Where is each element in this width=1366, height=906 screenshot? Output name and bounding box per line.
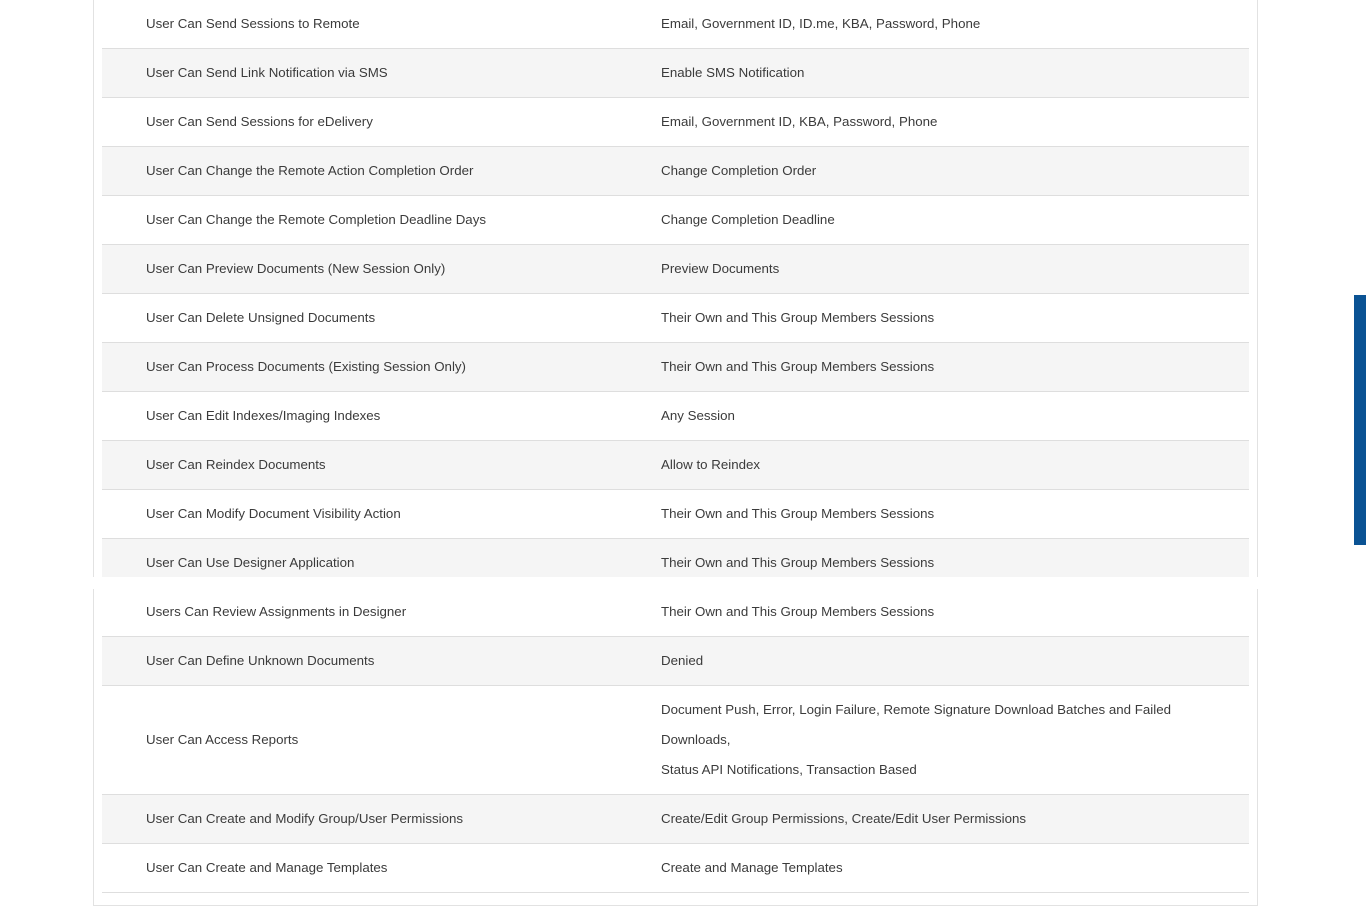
permission-label: User Can Send Link Notification via SMS xyxy=(146,65,388,80)
permission-label: User Can Delete Unsigned Documents xyxy=(146,310,376,325)
permission-value: Their Own and This Group Members Sessions xyxy=(661,506,935,521)
permissions-panel xyxy=(93,0,1258,906)
table-row[interactable] xyxy=(102,844,1249,893)
table-row[interactable] xyxy=(102,196,1249,245)
permission-label: User Can Send Sessions to Remote xyxy=(146,16,360,31)
table-row[interactable] xyxy=(102,441,1249,490)
table-row[interactable] xyxy=(102,490,1249,539)
table-row[interactable] xyxy=(102,245,1249,294)
permission-value: Preview Documents xyxy=(661,261,780,276)
permission-label: User Can Preview Documents (New Session Only) xyxy=(146,261,446,276)
permission-label: Users Can Review Assignments in Designer xyxy=(146,604,407,619)
table-row[interactable] xyxy=(102,0,1249,49)
permission-label: User Can Process Documents (Existing Session Only) xyxy=(146,359,466,374)
permissions-table xyxy=(102,0,1249,893)
permission-label: User Can Access Reports xyxy=(146,732,299,747)
permission-value: Create/Edit Group Permissions, Create/Edit User Permissions xyxy=(661,811,1027,826)
permission-value: Denied xyxy=(661,653,704,668)
permission-value: Enable SMS Notification xyxy=(661,65,805,80)
permission-value: Create and Manage Templates xyxy=(661,860,843,875)
permission-value: Email, Government ID, ID.me, KBA, Password, Phone xyxy=(661,16,981,31)
table-row[interactable] xyxy=(102,294,1249,343)
permission-value: Allow to Reindex xyxy=(661,457,761,472)
table-row[interactable] xyxy=(102,795,1249,844)
table-row[interactable] xyxy=(102,686,1249,795)
permission-label: User Can Change the Remote Action Completion Order xyxy=(146,163,474,178)
table-row[interactable] xyxy=(102,49,1249,98)
permission-value: Email, Government ID, KBA, Password, Phone xyxy=(661,114,938,129)
permission-label: User Can Create and Modify Group/User Permissions xyxy=(146,811,464,826)
permission-value: Their Own and This Group Members Sessions xyxy=(661,604,935,619)
permission-value-line-2: Status API Notifications, Transaction Based xyxy=(661,762,917,777)
permission-label: User Can Define Unknown Documents xyxy=(146,653,375,668)
permission-label: User Can Reindex Documents xyxy=(146,457,326,472)
permission-label: User Can Modify Document Visibility Action xyxy=(146,506,401,521)
permission-label: User Can Use Designer Application xyxy=(146,555,355,570)
permission-label: User Can Create and Manage Templates xyxy=(146,860,388,875)
permission-value: Any Session xyxy=(661,408,735,423)
table-row[interactable] xyxy=(102,98,1249,147)
permission-label: User Can Edit Indexes/Imaging Indexes xyxy=(146,408,381,423)
table-row[interactable] xyxy=(102,637,1249,686)
permission-value: Their Own and This Group Members Sessions xyxy=(661,310,935,325)
permission-value xyxy=(657,686,1249,795)
table-row[interactable] xyxy=(102,392,1249,441)
permission-label: User Can Change the Remote Completion Deadline Days xyxy=(146,212,486,227)
scrollbar-track[interactable] xyxy=(1354,0,1366,589)
scrollbar-thumb[interactable] xyxy=(1354,295,1366,545)
permission-value: Change Completion Order xyxy=(661,163,817,178)
table-row[interactable] xyxy=(102,147,1249,196)
permission-value: Their Own and This Group Members Sessions xyxy=(661,555,935,570)
permission-value: Change Completion Deadline xyxy=(661,212,835,227)
permissions-table-body xyxy=(102,0,1249,893)
permission-value: Their Own and This Group Members Sessions xyxy=(661,359,935,374)
permission-label: User Can Send Sessions for eDelivery xyxy=(146,114,373,129)
table-row[interactable] xyxy=(102,343,1249,392)
table-row[interactable] xyxy=(102,588,1249,637)
left-gutter xyxy=(0,0,93,589)
bottom-strip xyxy=(0,577,1366,589)
permission-value-line-1: Document Push, Error, Login Failure, Remote Signature Download Batches and Failed Downloads, xyxy=(661,702,1171,747)
